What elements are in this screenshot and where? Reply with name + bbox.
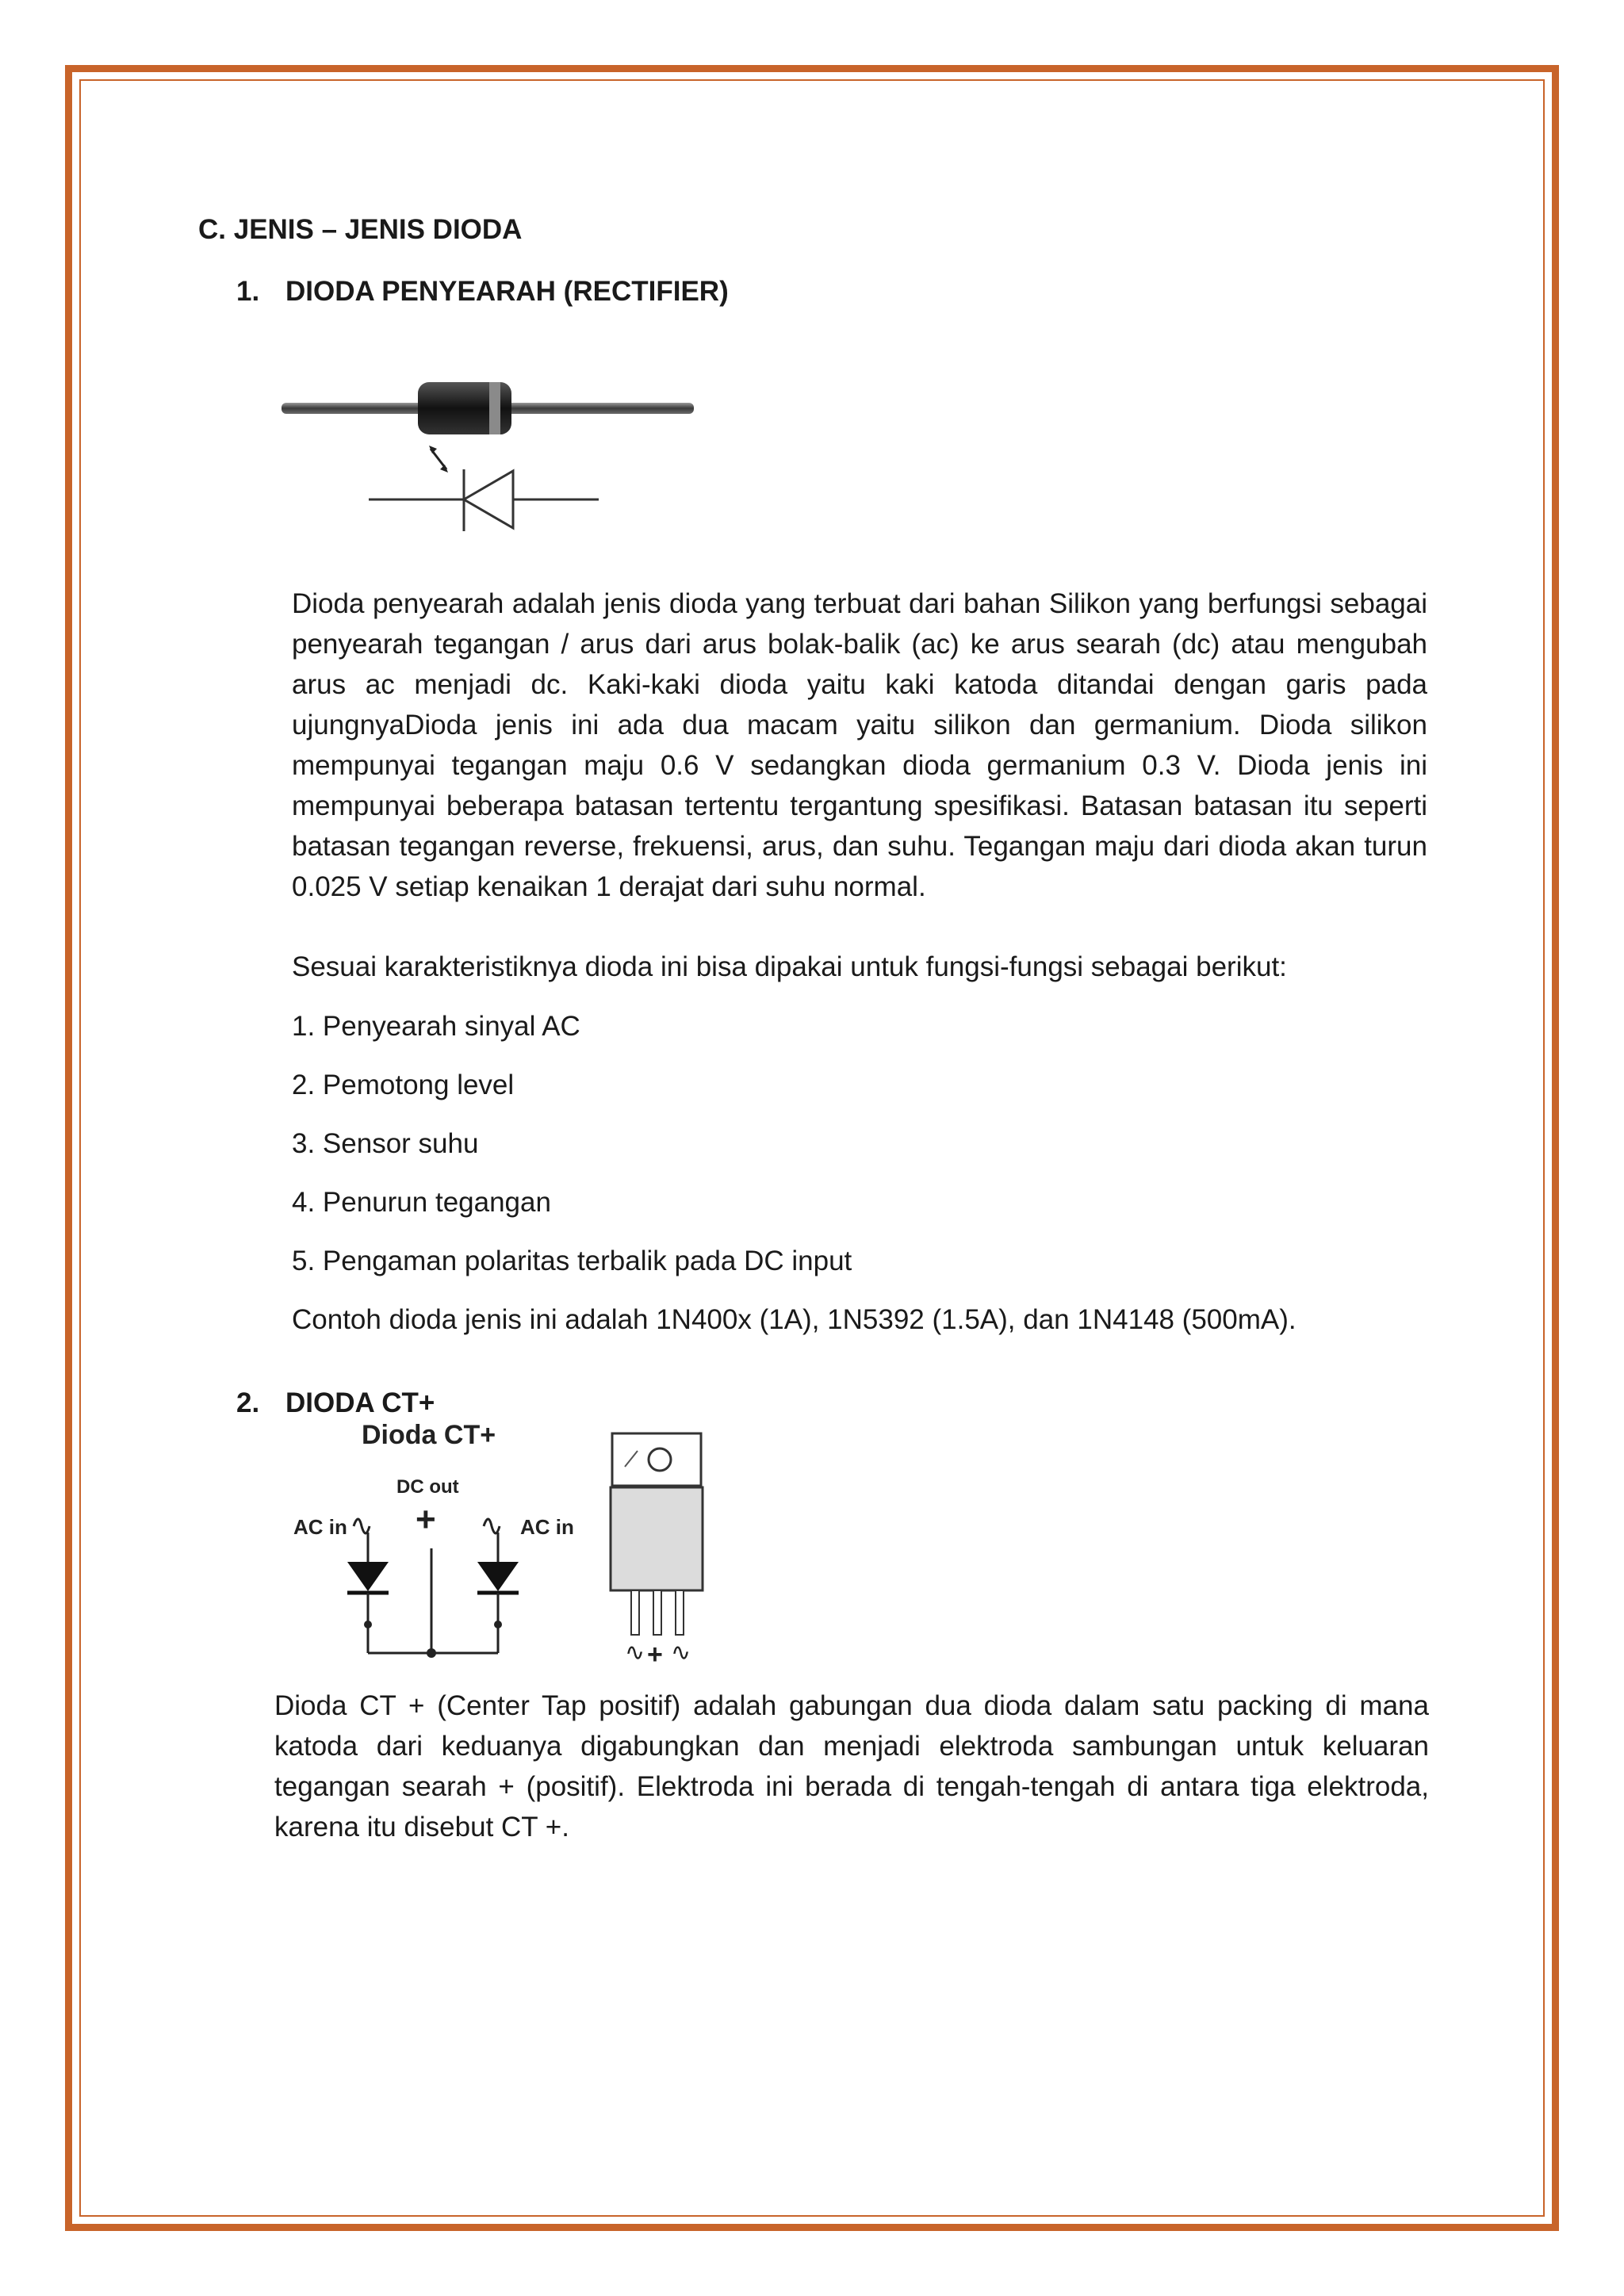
function-item: 2. Pemotong level (292, 1070, 515, 1100)
ac-wave-right-icon (484, 1519, 500, 1533)
mounting-hole-icon (649, 1448, 671, 1471)
to220-package-illustration (603, 1427, 793, 1665)
function-item: 3. Sensor suhu (292, 1128, 479, 1159)
ct-plus-description: Dioda CT + (Center Tap positif) adalah gabungan dua dioda dalam satu packing di mana katoda dari keduanya digabungkan dan menjadi elektroda sambungan untuk keluaran tegangan searah + (positif). Elektroda ini berada di tengah-tengah di antara tiga elektroda, karena itu disebut CT +. (274, 1690, 1429, 1843)
plus-sign: + (416, 1500, 436, 1539)
package-body (611, 1487, 703, 1590)
functions-intro: Sesuai karakteristiknya dioda ini bisa dipakai untuk fungsi-fungsi sebagai berikut: (292, 951, 1287, 982)
function-item: 5. Pengaman polaritas terbalik pada DC input (292, 1246, 852, 1276)
diode-symbol (464, 471, 513, 528)
rectifier-diode-illustration (282, 373, 702, 547)
pin-mid-label: + (647, 1640, 663, 1665)
function-item: 1. Penyearah sinyal AC (292, 1011, 580, 1042)
pin-left-label: ∿ (625, 1640, 645, 1665)
examples-text: Contoh dioda jenis ini adalah 1N400x (1A), 1N5392 (1.5A), dan 1N4148 (500mA). (292, 1304, 1297, 1335)
subsection1-heading: DIODA PENYEARAH (RECTIFIER) (285, 276, 729, 307)
ac-wave-left-icon (354, 1519, 370, 1533)
section-heading: C. JENIS – JENIS DIODA (198, 214, 523, 245)
subsection2-number: 2. (236, 1387, 260, 1418)
schematic-title: Dioda CT+ (362, 1420, 496, 1450)
subsection2-heading: DIODA CT+ (285, 1387, 435, 1418)
function-item: 4. Penurun tegangan (292, 1187, 551, 1218)
diode-left-icon (347, 1562, 389, 1591)
ac-in-right-label: AC in (520, 1515, 574, 1539)
dc-out-label: DC out (396, 1476, 459, 1498)
cathode-band (489, 382, 500, 434)
pin-right-label: ∿ (671, 1640, 691, 1665)
ct-plus-schematic (285, 1415, 603, 1661)
ac-in-left-label: AC in (293, 1515, 347, 1539)
rectifier-description: Dioda penyearah adalah jenis dioda yang terbuat dari bahan Silikon yang berfungsi sebagai penyearah tegangan / arus dari arus bolak-balik (ac) ke arus searah (dc) atau mengubah arus ac menjadi dc. Kaki-kaki dioda yaitu kaki katoda ditandai dengan garis pada ujungnyaDioda jenis ini ada dua macam yaitu silikon dan germanium. Dioda silikon mempunyai tegangan maju 0.6 V sedangkan dioda germanium 0.3 V. Dioda jenis ini mempunyai beberapa batasan tertentu tergantung spesifikasi. Batasan batasan itu seperti batasan tegangan reverse, frekuensi, arus, dan suhu. Tegangan maju dari dioda akan turun 0.025 V setiap kenaikan 1 derajat dari suhu normal. (292, 588, 1427, 902)
subsection1-number: 1. (236, 276, 260, 307)
diode-right-icon (477, 1562, 519, 1591)
